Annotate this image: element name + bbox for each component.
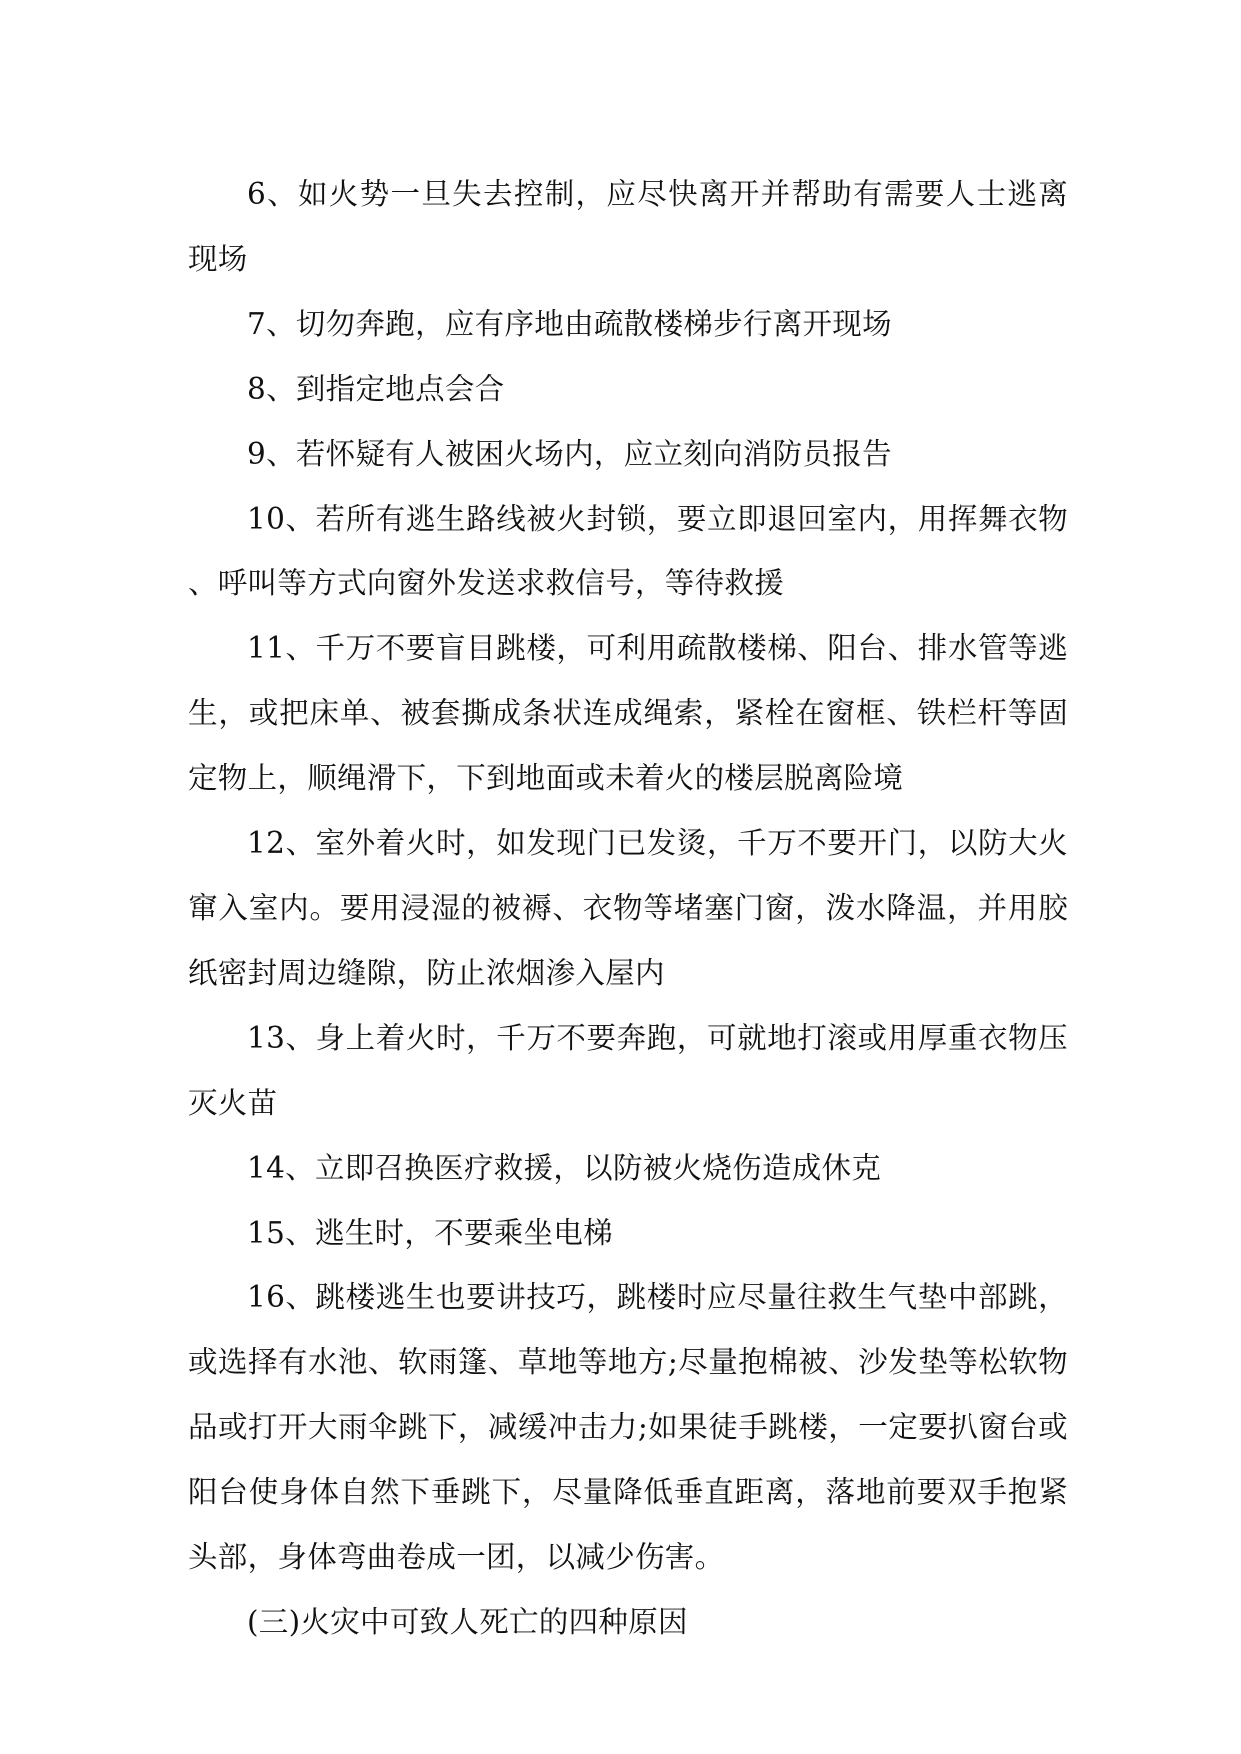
list-item-13: 13、身上着火时，千万不要奔跑，可就地打滚或用厚重衣物压灭火苗 xyxy=(188,1020,1068,1120)
section-heading: (三)火灾中可致人死亡的四种原因 xyxy=(247,1604,688,1639)
list-item-10: 10、若所有逃生路线被火封锁，要立即退回室内，用挥舞衣物、呼叫等方式向窗外发送求救信号，等待救援 xyxy=(188,501,1068,601)
list-item-15: 15、逃生时，不要乘坐电梯 xyxy=(247,1215,613,1250)
list-item-14: 14、立即召换医疗救援，以防被火烧伤造成休克 xyxy=(247,1150,882,1185)
document-body xyxy=(188,162,1068,1655)
list-item-11: 11、千万不要盲目跳楼，可利用疏散楼梯、阳台、排水管等逃生，或把床单、被套撕成条状连成绳索，紧栓在窗框、铁栏杆等固定物上，顺绳滑下，下到地面或未着火的楼层脱离险境 xyxy=(188,631,1068,796)
list-item-7: 7、切勿奔跑，应有序地由疏散楼梯步行离开现场 xyxy=(247,306,892,341)
list-item-8: 8、到指定地点会合 xyxy=(247,371,505,406)
list-item-16: 16、跳楼逃生也要讲技巧，跳楼时应尽量往救生气垫中部跳，或选择有水池、软雨篷、草地等地方;尽量抱棉被、沙发垫等松软物品或打开大雨伞跳下，减缓冲击力;如果徒手跳楼，一定要扒窗台或阳台使身体自然下垂跳下，尽量降低垂直距离，落地前要双手抱紧头部，身体弯曲卷成一团，以减少伤害。 xyxy=(188,1280,1068,1575)
list-item-6: 6、如火势一旦失去控制，应尽快离开并帮助有需要人士逃离现场 xyxy=(188,177,1068,276)
list-item-12: 12、室外着火时，如发现门已发烫，千万不要开门，以防大火窜入室内。要用浸湿的被褥、衣物等堵塞门窗，泼水降温，并用胶纸密封周边缝隙，防止浓烟渗入屋内 xyxy=(188,826,1068,990)
list-item-9: 9、若怀疑有人被困火场内，应立刻向消防员报告 xyxy=(247,436,892,471)
